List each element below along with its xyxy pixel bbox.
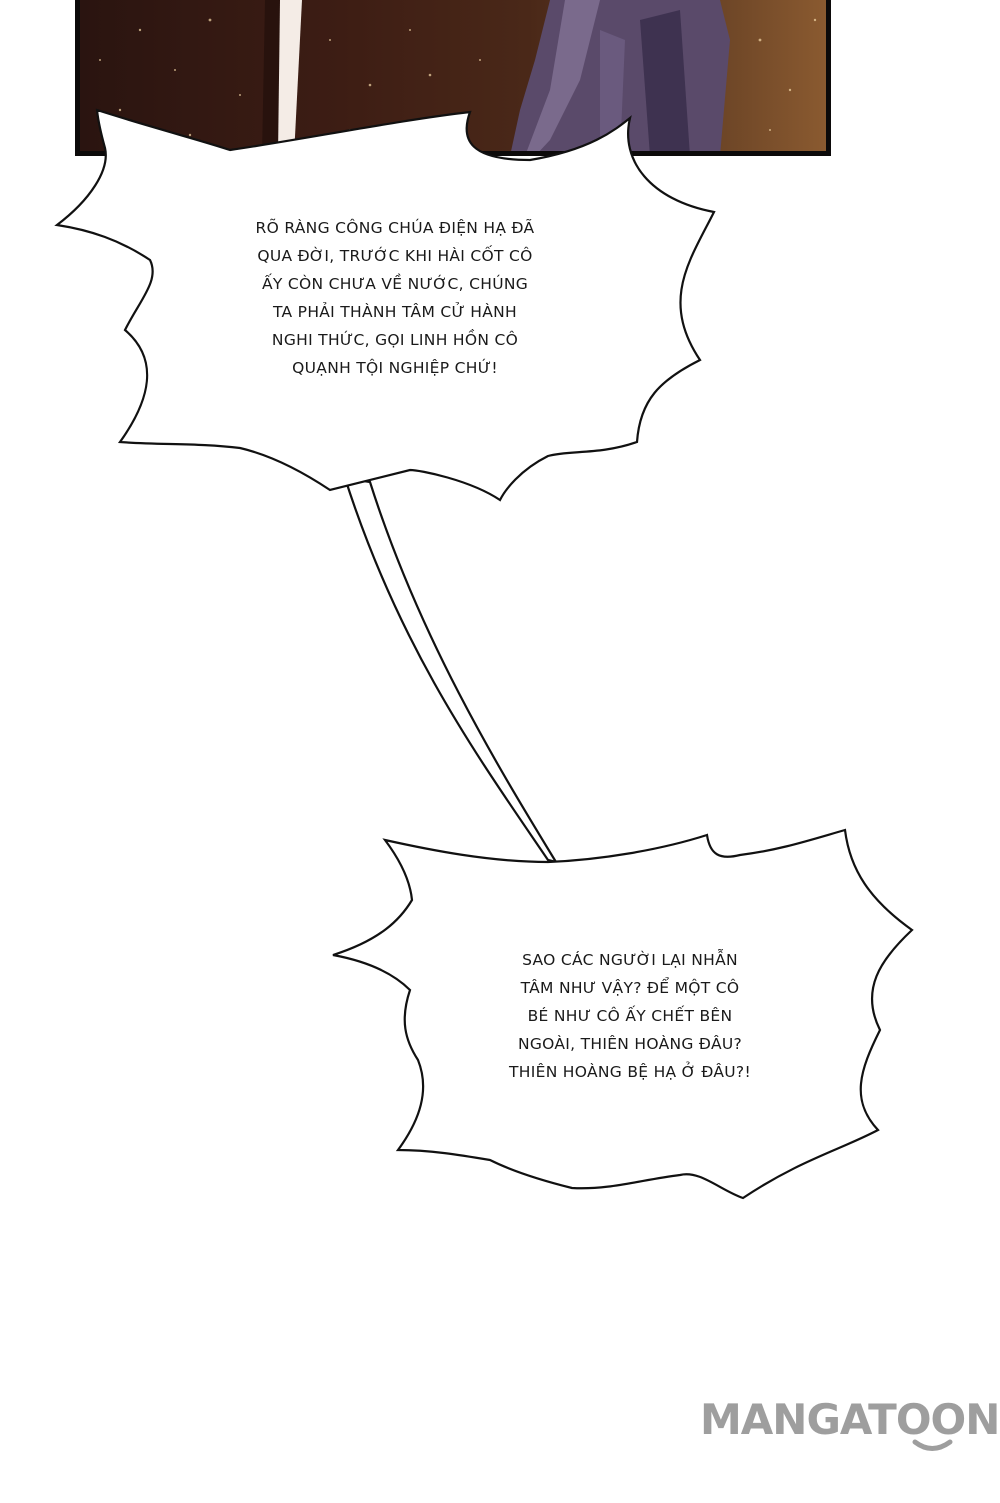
- smile-icon: [700, 1395, 1000, 1457]
- bubble-2-line: BÉ NHƯ CÔ ẤY CHẾT BÊN: [527, 1007, 733, 1025]
- mangatoon-watermark: [700, 1395, 1000, 1457]
- speech-bubble-1-text: [220, 214, 570, 382]
- bubble-2-line: THIÊN HOÀNG BỆ HẠ Ở ĐÂU?!: [509, 1063, 751, 1081]
- bubble-1-line: QUẠNH TỘI NGHIỆP CHỨ!: [292, 359, 498, 377]
- bubble-1-line: RÕ RÀNG CÔNG CHÚA ĐIỆN HẠ ĐÃ: [255, 219, 535, 237]
- bubble-tail: [345, 478, 556, 862]
- watermark-text: MANGATOON: [700, 1395, 1000, 1444]
- bubble-1-line: ẤY CÒN CHƯA VỀ NƯỚC, CHÚNG: [261, 275, 529, 293]
- bubble-2-line: TÂM NHƯ VẬY? ĐỂ MỘT CÔ: [520, 979, 740, 997]
- bubble-1-line: QUA ĐỜI, TRƯỚC KHI HÀI CỐT CÔ: [257, 247, 533, 265]
- bubble-2-line: NGOÀI, THIÊN HOÀNG ĐÂU?: [517, 1035, 743, 1053]
- bubble-2-line: SAO CÁC NGƯỜI LẠI NHẪN: [522, 951, 738, 969]
- bubble-1-line: TA PHẢI THÀNH TÂM CỬ HÀNH: [272, 303, 518, 321]
- bubble-1-line: NGHI THỨC, GỌI LINH HỒN CÔ: [271, 331, 519, 349]
- speech-bubble-2-text: [480, 946, 780, 1086]
